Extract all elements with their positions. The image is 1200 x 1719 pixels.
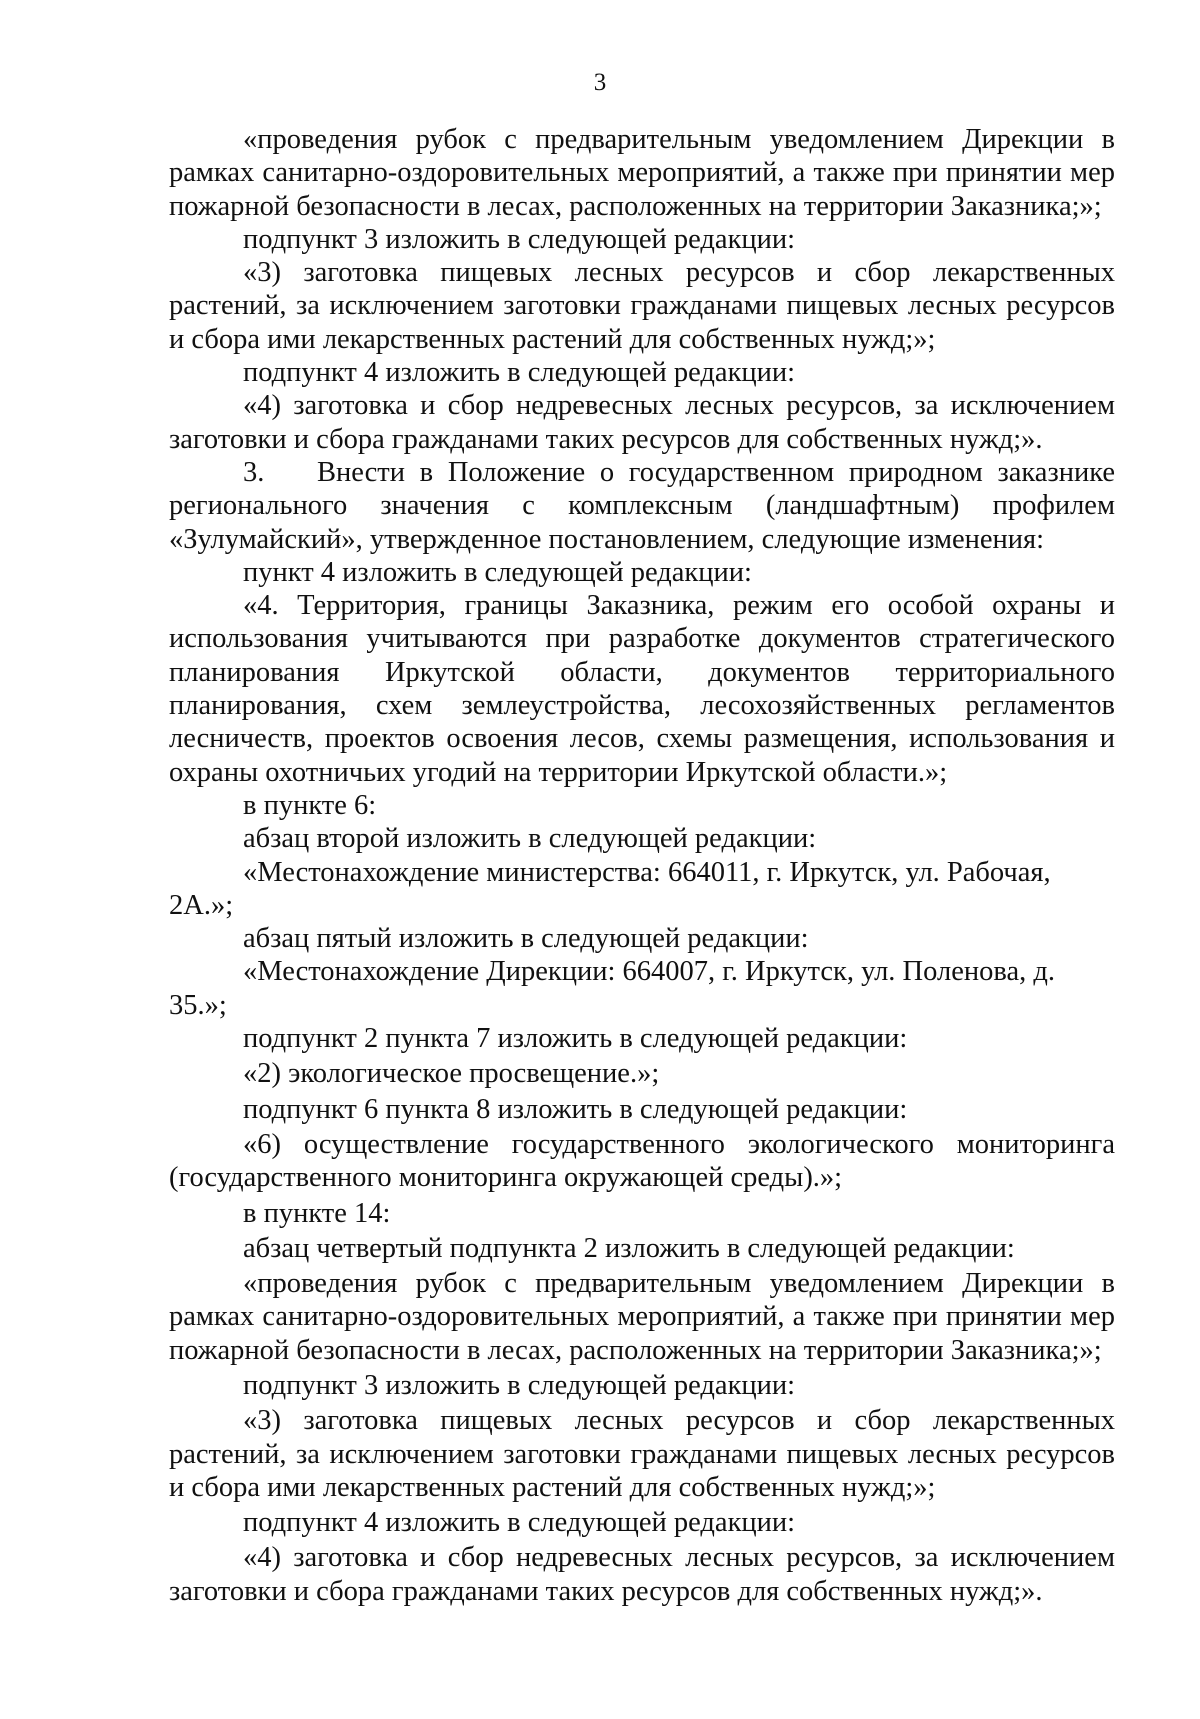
- paragraph: подпункт 3 изложить в следующей редакции:: [243, 223, 796, 255]
- paragraph: «2) экологическое просвещение.»;: [243, 1058, 660, 1090]
- paragraph: подпункт 4 изложить в следующей редакции:: [243, 1507, 796, 1539]
- paragraph: «4. Территория, границы Заказника, режим его особой охраны и использования учитываются при разработке документов стратегического планирования Иркутской области, документов территориального планирования, схем землеустройства, лесохозяйственных регламентов лесничеств, проектов освоения лесов, схемы размещения, использования и охраны охотничьих угодий на территории Иркутской области.»;: [169, 590, 1115, 788]
- paragraph: абзац второй изложить в следующей редакции:: [243, 823, 817, 855]
- paragraph: абзац четвертый подпункта 2 изложить в следующей редакции:: [243, 1232, 1015, 1264]
- paragraph: «3) заготовка пищевых лесных ресурсов и сбор лекарственных растений, за исключением заготовки гражданами пищевых лесных ресурсов и сбора ими лекарственных растений для собственных нужд;»;: [169, 1405, 1115, 1503]
- numbered-paragraph: [169, 456, 1115, 556]
- paragraph: «Местонахождение министерства: 664011, г. Иркутск, ул. Рабочая, 2А.»;: [169, 856, 1051, 921]
- item-number: 3.: [243, 456, 265, 488]
- paragraph: в пункте 14:: [243, 1197, 391, 1229]
- paragraph: «проведения рубок с предварительным уведомлением Дирекции в рамках санитарно-оздоровительных мероприятий, а также при принятии мер пожарной безопасности в лесах, расположенных на территории Заказника;»;: [169, 1268, 1115, 1366]
- paragraph-text: Внести в Положение о государственном природном заказнике регионального значения с комплексным (ландшафтным) профилем «Зулумайский», утвержденное постановлением, следующие изменения:: [169, 456, 1115, 555]
- paragraph: «6) осуществление государственного экологического мониторинга (государственного мониторинга окружающей среды).»;: [169, 1128, 1115, 1194]
- paragraph: в пункте 6:: [243, 789, 377, 821]
- paragraph: подпункт 2 пункта 7 изложить в следующей редакции:: [243, 1023, 908, 1055]
- paragraph: «Местонахождение Дирекции: 664007, г. Иркутск, ул. Поленова, д. 35.»;: [169, 956, 1055, 1021]
- paragraph: пункт 4 изложить в следующей редакции:: [243, 556, 752, 588]
- document-body: [169, 123, 1115, 1608]
- paragraph: абзац пятый изложить в следующей редакции:: [243, 923, 809, 955]
- page-number: 3: [593, 69, 607, 96]
- paragraph: «проведения рубок с предварительным уведомлением Дирекции в рамках санитарно-оздоровительных мероприятий, а также при принятии мер пожарной безопасности в лесах, расположенных на территории Заказника;»;: [169, 124, 1115, 222]
- paragraph: «3) заготовка пищевых лесных ресурсов и сбор лекарственных растений, за исключением заготовки гражданами пищевых лесных ресурсов и сбора ими лекарственных растений для собственных нужд;»;: [169, 257, 1115, 355]
- paragraph: «4) заготовка и сбор недревесных лесных ресурсов, за исключением заготовки и сбора гражданами таких ресурсов для собственных нужд;».: [169, 390, 1115, 455]
- paragraph: «4) заготовка и сбор недревесных лесных ресурсов, за исключением заготовки и сбора гражданами таких ресурсов для собственных нужд;».: [169, 1542, 1115, 1607]
- paragraph: подпункт 4 изложить в следующей редакции:: [243, 357, 796, 389]
- paragraph: подпункт 3 изложить в следующей редакции:: [243, 1369, 796, 1401]
- paragraph: подпункт 6 пункта 8 изложить в следующей редакции:: [243, 1093, 908, 1125]
